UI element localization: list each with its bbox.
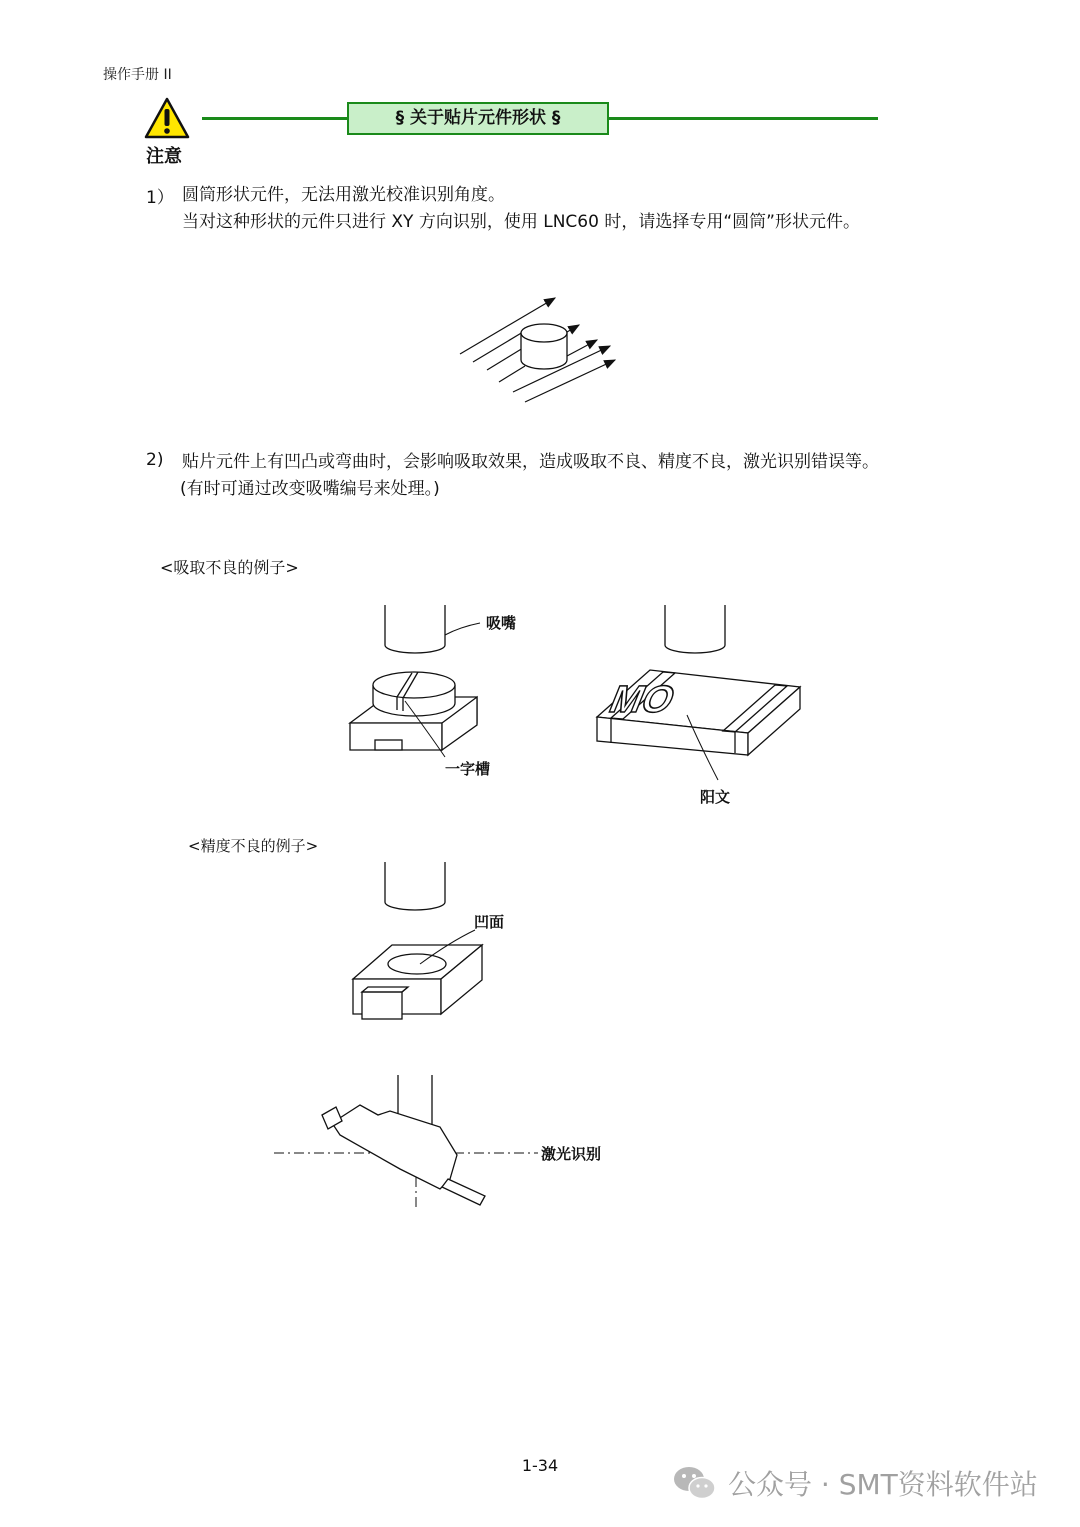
concave-part-figure <box>350 862 530 1022</box>
section-rule-left <box>202 117 348 120</box>
section-title: § 关于贴片元件形状 § <box>347 102 609 135</box>
wechat-icon <box>672 1464 718 1502</box>
accuracy-example-caption: <精度不良的例子> <box>188 837 319 855</box>
concave-label: 凹面 <box>474 913 505 931</box>
watermark <box>672 1461 1038 1505</box>
page-number: 1-34 <box>521 1456 559 1475</box>
item1-line1: 圆筒形状元件，无法用激光校准识别角度。 <box>182 185 505 205</box>
emboss-label: 阳文 <box>700 788 731 806</box>
nozzle-label: 吸嘴 <box>486 614 517 632</box>
warning-icon <box>143 96 191 140</box>
item2-number: 2) <box>146 450 164 470</box>
caution-label: 注意 <box>146 146 182 167</box>
section-rule-right <box>608 117 878 120</box>
watermark-text: 公众号 · SMT资料软件站 <box>728 1468 1038 1501</box>
pickup-example-caption: <吸取不良的例子> <box>160 558 299 577</box>
cylinder-laser-figure <box>455 290 625 415</box>
slot-label: 一字槽 <box>445 760 491 778</box>
laser-label: 激光识别 <box>541 1145 602 1163</box>
item1-line2: 当对这种形状的元件只进行 XY 方向识别，使用 LNC60 时，请选择专用“圆筒”形状元件。 <box>182 212 860 232</box>
manual-header: 操作手册 II <box>103 67 172 83</box>
item1-number: 1） <box>146 188 174 208</box>
embossed-part-figure <box>595 605 805 790</box>
item2-line1: 贴片元件上有凹凸或弯曲时，会影响吸取效果，造成吸取不良、精度不良，激光识别错误等。 <box>182 452 879 472</box>
laser-misrecognition-figure <box>270 1075 540 1210</box>
emboss-text: MO <box>603 678 682 721</box>
item2-line2: (有时可通过改变吸嘴编号来处理。) <box>180 479 440 499</box>
